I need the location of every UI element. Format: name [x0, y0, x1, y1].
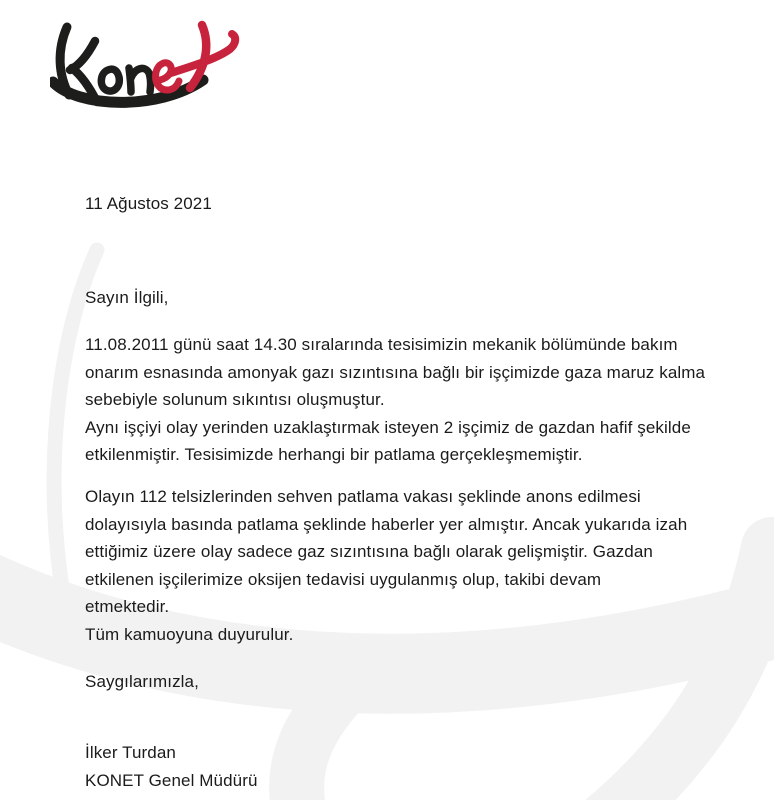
letter-announcement: Tüm kamuoyuna duyurulur. — [85, 625, 294, 644]
logo-letter-k-stem — [60, 27, 69, 95]
paragraph-line: 11.08.2011 günü saat 14.30 sıralarında tesisimizin mekanik bölümünde bakım — [85, 335, 678, 354]
paragraph-line: etmektedir. — [85, 597, 170, 616]
letter-paragraph-2 — [85, 483, 687, 621]
signature-name: İlker Turdan — [85, 743, 176, 762]
paragraph-line: Aynı işçiyi olay yerinden uzaklaştırmak isteyen 2 işçimiz de gazdan hafif şekilde — [85, 417, 691, 437]
signature-block — [85, 739, 258, 794]
letter-regards: Saygılarımızla, — [85, 672, 199, 691]
paragraph-line: etkilenen işçilerimize oksijen tedavisi uygulanmış olup, takibi devam — [85, 569, 602, 589]
konet-logo — [50, 16, 245, 116]
letter-salutation: Sayın İlgili, — [85, 288, 169, 307]
paragraph-line: onarım esnasında amonyak gazı sızıntısına bağlı bir işçimizde gaza maruz kalma — [85, 362, 706, 382]
logo-letter-o — [101, 69, 119, 91]
paragraph-line: etkilenmiştir. Tesisimizde herhangi bir patlama gerçekleşmemiştir. — [85, 445, 583, 464]
paragraph-line: Olayın 112 telsizlerinden sehven patlama vakası şeklinde anons edilmesi — [85, 487, 641, 506]
logo-letter-e — [156, 63, 179, 90]
signature-title: KONET Genel Müdürü — [85, 770, 258, 790]
letter-paragraph-1 — [85, 331, 705, 469]
paragraph-line: sebebiyle solunum sıkıntısı oluşmuştur. — [85, 390, 385, 409]
paragraph-line: ettiğimiz üzere olay sadece gaz sızıntısına bağlı olarak gelişmiştir. Gazdan — [85, 542, 653, 561]
letter-date: 11 Ağustos 2021 — [85, 194, 212, 213]
paragraph-line: dolayısıyla basında patlama şeklinde haberler yer almıştır. Ancak yukarıda izah — [85, 514, 688, 534]
